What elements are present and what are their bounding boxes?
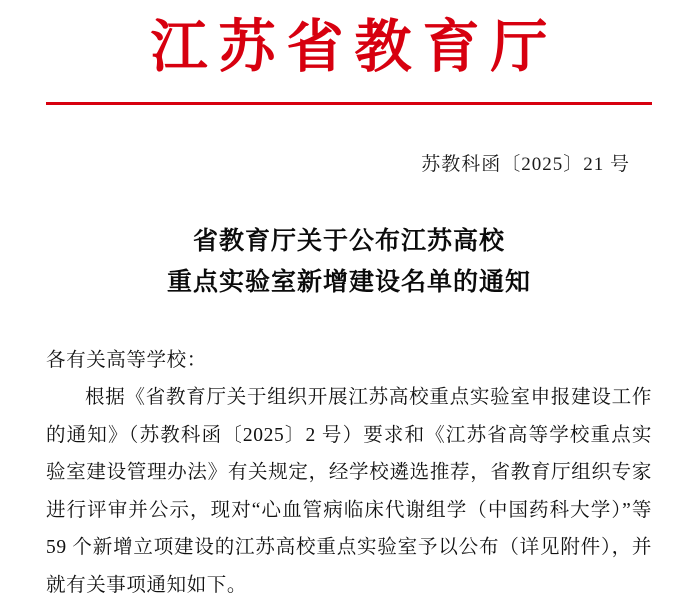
body-paragraph-1: 根据《省教育厅关于组织开展江苏高校重点实验室申报建设工作的通知》（苏教科函〔2025〕2 号）要求和《江苏省高等学校重点实验室建设管理办法》有关规定，经学校遴选推荐，省教育厅组织专家进行评审并公示，现对“心血管病临床代谢组学（中国药科大学）”等 59 个新增立项建设的江苏高校重点实验室予以公布（详见附件），并就有关事项通知如下。 xyxy=(46,387,652,596)
letterhead-divider xyxy=(46,102,652,105)
document-number: 苏教科函〔2025〕21 号 xyxy=(421,153,630,175)
salutation: 各有关高等学校： xyxy=(46,350,207,372)
document-title-line-1: 省教育厅关于公布江苏高校 xyxy=(192,225,505,255)
red-rule-line xyxy=(46,102,652,105)
document-body xyxy=(46,342,652,604)
document-title-line-2: 重点实验室新增建设名单的通知 xyxy=(166,266,531,296)
letterhead xyxy=(46,0,652,80)
issuing-organization-title: 江苏省教育厅 xyxy=(150,13,559,80)
document-title xyxy=(46,220,652,303)
